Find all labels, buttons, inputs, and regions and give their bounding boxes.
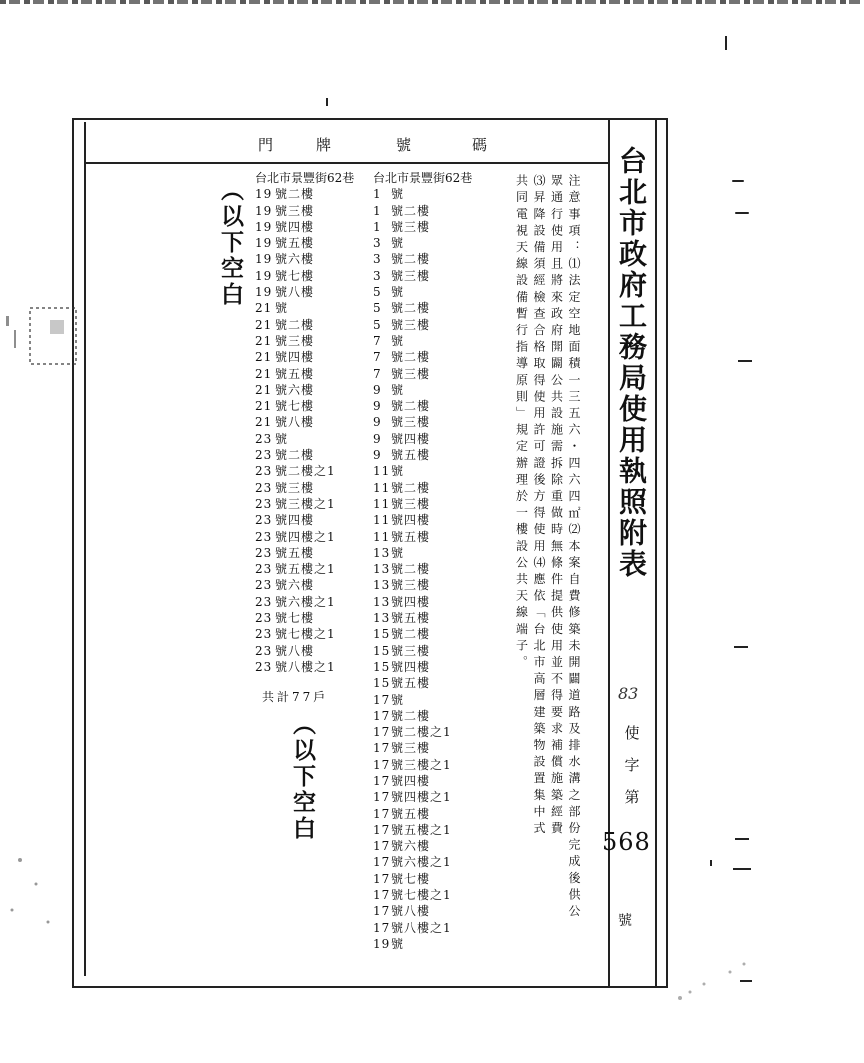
address-entry [255, 251, 354, 267]
address-entry [373, 414, 472, 430]
scan-mark [738, 360, 752, 362]
floor-label: 號三樓 [391, 496, 431, 511]
address-entry [255, 463, 354, 479]
house-number: 19 [373, 936, 391, 951]
address-entry [373, 366, 472, 382]
floor-label: 號五樓 [275, 545, 315, 560]
floor-label: 號三樓 [391, 741, 431, 756]
house-number: 11 [373, 496, 391, 511]
house-number: 13 [373, 594, 391, 609]
house-number: 19 [255, 236, 273, 251]
house-number: 17 [373, 741, 391, 756]
address-entry [373, 480, 472, 496]
floor-label: 號三樓之1 [275, 496, 336, 511]
address-entry [255, 268, 354, 284]
address-entry [373, 349, 472, 365]
header-col-3: 號 [396, 136, 414, 154]
floor-label: 號三樓 [391, 578, 431, 593]
floor-label: 號七樓 [391, 871, 431, 886]
address-entry [373, 838, 472, 854]
house-number: 19 [255, 203, 273, 218]
notes-block [512, 174, 582, 974]
address-entry [373, 333, 472, 349]
floor-label: 號五樓 [391, 806, 431, 821]
permit-year: 83 [618, 684, 639, 703]
house-number: 13 [373, 545, 391, 560]
house-number: 17 [373, 725, 391, 740]
address-entry [373, 903, 472, 919]
floor-label: 號 [275, 301, 289, 316]
floor-label: 號 [391, 936, 405, 951]
house-number: 13 [373, 578, 391, 593]
floor-label: 號五樓 [275, 366, 315, 381]
address-entry [255, 626, 354, 642]
floor-label: 號三樓之1 [391, 757, 452, 772]
address-entry [373, 577, 472, 593]
house-number: 11 [373, 529, 391, 544]
address-entry [373, 626, 472, 642]
house-number: 11 [373, 513, 391, 528]
house-number: 23 [255, 659, 273, 674]
house-number: 15 [373, 643, 391, 658]
floor-label: 號四樓 [391, 594, 431, 609]
house-number: 17 [373, 790, 391, 805]
floor-label: 號六樓 [391, 839, 431, 854]
house-number: 3 [373, 236, 382, 251]
floor-label: 號八樓 [275, 643, 315, 658]
floor-label: 號五樓 [391, 676, 431, 691]
floor-label: 號三樓 [391, 219, 431, 234]
floor-label: 號三樓 [275, 480, 315, 495]
house-number: 1 [373, 219, 382, 234]
address-entry [373, 920, 472, 936]
floor-label: 號八樓 [275, 415, 315, 430]
scan-mark [734, 646, 748, 648]
house-number: 15 [373, 676, 391, 691]
house-number: 17 [373, 904, 391, 919]
floor-label: 號 [391, 382, 405, 397]
house-number: 23 [255, 545, 273, 560]
address-entry [373, 740, 472, 756]
floor-label: 號四樓 [391, 431, 431, 446]
scan-mark [735, 838, 749, 840]
house-number: 21 [255, 382, 273, 397]
house-number: 17 [373, 773, 391, 788]
house-number: 17 [373, 871, 391, 886]
house-number: 17 [373, 806, 391, 821]
floor-label: 號二樓之1 [275, 464, 336, 479]
house-number: 13 [373, 611, 391, 626]
header-col-2: 牌 [316, 136, 334, 154]
house-number: 9 [373, 399, 382, 414]
blank-below-stamp-left: （以下空白 [217, 178, 243, 308]
house-number: 21 [255, 350, 273, 365]
house-number: 17 [373, 839, 391, 854]
address-entry [255, 512, 354, 528]
house-number: 21 [255, 415, 273, 430]
floor-label: 號四樓之1 [391, 790, 452, 805]
floor-label: 號五樓 [391, 529, 431, 544]
house-number: 17 [373, 888, 391, 903]
house-number: 23 [255, 431, 273, 446]
floor-label: 號五樓 [391, 611, 431, 626]
house-number: 13 [373, 562, 391, 577]
house-number: 17 [373, 822, 391, 837]
street-header: 台北市景豐街62巷 [373, 171, 473, 185]
address-entry [255, 561, 354, 577]
address-entry [255, 382, 354, 398]
address-entry [373, 757, 472, 773]
note-line: 注意事項：⑴法定空地面積一三五六・四六四㎡⑵本案自費修築未開闢道路及排水溝之部份完成後供公 [567, 174, 581, 921]
house-number: 17 [373, 757, 391, 772]
permit-char-zi: 字 [624, 756, 640, 774]
scan-mark [735, 212, 749, 214]
address-entry [373, 561, 472, 577]
address-entry [373, 806, 472, 822]
address-entry [373, 284, 472, 300]
address-entry [255, 300, 354, 316]
floor-label: 號七樓 [275, 268, 315, 283]
house-number: 21 [255, 366, 273, 381]
house-number: 17 [373, 708, 391, 723]
floor-label: 號八樓之1 [275, 659, 336, 674]
floor-label: 號二樓 [391, 627, 431, 642]
floor-label: 號二樓 [391, 350, 431, 365]
house-number: 7 [373, 350, 382, 365]
table-inner-border [84, 122, 86, 976]
address-entry [373, 447, 472, 463]
address-entry [255, 480, 354, 496]
permit-char-hao: 號 [618, 913, 632, 929]
floor-label: 號二樓 [275, 317, 315, 332]
floor-label: 號六樓 [275, 382, 315, 397]
address-entry [255, 577, 354, 593]
address-entry [373, 610, 472, 626]
house-number: 5 [373, 317, 382, 332]
floor-label: 號四樓 [391, 773, 431, 788]
floor-label: 號二樓 [391, 708, 431, 723]
house-number: 23 [255, 562, 273, 577]
house-number: 9 [373, 448, 382, 463]
address-entry [373, 936, 472, 952]
note-line: 共同電視天線設備暫行指導原則」規定辦理於一樓設公共天線端子。 [514, 174, 529, 672]
address-entry [255, 333, 354, 349]
house-number: 21 [255, 333, 273, 348]
house-number: 23 [255, 448, 273, 463]
address-entry [255, 447, 354, 463]
house-number: 23 [255, 627, 273, 642]
address-entry [373, 887, 472, 903]
address-entry [373, 854, 472, 870]
floor-label: 號四樓之1 [275, 529, 336, 544]
house-number: 23 [255, 594, 273, 609]
house-number: 1 [373, 203, 382, 218]
floor-label: 號八樓 [391, 904, 431, 919]
floor-label: 號三樓 [275, 333, 315, 348]
house-number: 15 [373, 627, 391, 642]
address-entry [373, 529, 472, 545]
floor-label: 號三樓 [275, 203, 315, 218]
floor-label: 號 [391, 692, 405, 707]
house-number: 21 [255, 399, 273, 414]
floor-label: 號四樓 [391, 659, 431, 674]
address-column-a [255, 170, 354, 675]
house-number: 3 [373, 268, 382, 283]
address-entry [373, 300, 472, 316]
floor-label: 號二樓 [275, 448, 315, 463]
header-col-1: 門 [258, 136, 276, 154]
address-entry [373, 431, 472, 447]
floor-label: 號五樓之1 [391, 822, 452, 837]
house-number: 7 [373, 366, 382, 381]
address-entry [373, 822, 472, 838]
address-entry [255, 398, 354, 414]
floor-label: 號七樓之1 [275, 627, 336, 642]
address-column-b [373, 170, 472, 952]
house-number: 19 [255, 268, 273, 283]
address-entry [255, 366, 354, 382]
floor-label: 號二樓 [391, 562, 431, 577]
street-header: 台北市景豐街62巷 [255, 171, 355, 185]
address-entry [373, 203, 472, 219]
floor-label: 號三樓 [391, 268, 431, 283]
house-number: 23 [255, 611, 273, 626]
floor-label: 號二樓 [275, 187, 315, 202]
address-entry [255, 219, 354, 235]
house-number: 15 [373, 659, 391, 674]
address-entry [255, 643, 354, 659]
address-entry [255, 203, 354, 219]
address-entry [255, 431, 354, 447]
house-number: 9 [373, 415, 382, 430]
address-entry [255, 414, 354, 430]
floor-label: 號四樓 [391, 513, 431, 528]
house-number: 17 [373, 920, 391, 935]
note-line: 眾通行使用且將來政府開闢公共設施需拆除重做時無條件提供使用並不得要求補償施築經費 [549, 174, 564, 838]
floor-label: 號 [391, 187, 405, 202]
address-entry [255, 284, 354, 300]
address-entry [373, 773, 472, 789]
address-entry [373, 643, 472, 659]
floor-label: 號三樓 [391, 317, 431, 332]
house-number: 11 [373, 464, 391, 479]
house-number: 17 [373, 692, 391, 707]
scan-mark [725, 36, 727, 50]
address-entry [255, 349, 354, 365]
floor-label: 號二樓 [391, 203, 431, 218]
floor-label: 號六樓 [275, 252, 315, 267]
address-entry [373, 317, 472, 333]
floor-label: 號四樓 [275, 350, 315, 365]
house-number: 3 [373, 252, 382, 267]
floor-label: 號 [391, 464, 405, 479]
floor-label: 號 [391, 285, 405, 300]
blank-below-stamp-middle: （以下空白 [289, 712, 315, 842]
house-number: 19 [255, 187, 273, 202]
floor-label: 號 [275, 431, 289, 446]
house-number: 23 [255, 513, 273, 528]
address-entry [373, 512, 472, 528]
floor-label: 號五樓 [275, 236, 315, 251]
address-entry [373, 235, 472, 251]
address-entry [373, 692, 472, 708]
title-right-border [655, 118, 657, 986]
house-number: 5 [373, 285, 382, 300]
header-col-4: 碼 [472, 136, 490, 154]
scan-mark [326, 98, 328, 106]
permit-char-di: 第 [624, 788, 640, 806]
address-entry [373, 871, 472, 887]
house-number: 19 [255, 252, 273, 267]
address-entry [373, 594, 472, 610]
address-entry [373, 496, 472, 512]
house-number: 7 [373, 333, 382, 348]
total-households: 共計77戶 [262, 690, 329, 704]
address-entry [255, 545, 354, 561]
house-number: 19 [255, 285, 273, 300]
floor-label: 號三樓 [391, 366, 431, 381]
floor-label: 號六樓之1 [275, 594, 336, 609]
address-entry [255, 186, 354, 202]
address-entry [373, 268, 472, 284]
floor-label: 號二樓之1 [391, 725, 452, 740]
scan-noise-left-lower [0, 840, 70, 930]
scan-mark [710, 860, 712, 866]
house-number: 21 [255, 301, 273, 316]
floor-label: 號七樓 [275, 611, 315, 626]
address-entry [255, 659, 354, 675]
floor-label: 號二樓 [391, 399, 431, 414]
document-title: 台北市政府工務局使用執照附表 [615, 146, 648, 580]
address-entry [255, 496, 354, 512]
scan-edge-artifact [0, 0, 864, 4]
address-entry [373, 398, 472, 414]
house-number: 9 [373, 431, 382, 446]
house-number: 23 [255, 496, 273, 511]
floor-label: 號六樓 [275, 578, 315, 593]
address-entry [373, 545, 472, 561]
floor-label: 號三樓 [391, 643, 431, 658]
address-entry [373, 708, 472, 724]
house-number: 17 [373, 855, 391, 870]
address-entry [373, 251, 472, 267]
house-number: 5 [373, 301, 382, 316]
address-entry [255, 610, 354, 626]
floor-label: 號七樓之1 [391, 888, 452, 903]
house-number: 21 [255, 317, 273, 332]
address-entry [373, 724, 472, 740]
address-entry [255, 529, 354, 545]
floor-label: 號 [391, 236, 405, 251]
floor-label: 號四樓 [275, 219, 315, 234]
floor-label: 號二樓 [391, 252, 431, 267]
address-entry [373, 219, 472, 235]
floor-label: 號二樓 [391, 301, 431, 316]
house-number: 1 [373, 187, 382, 202]
house-number: 23 [255, 578, 273, 593]
floor-label: 號 [391, 333, 405, 348]
floor-label: 號五樓之1 [275, 562, 336, 577]
address-entry [255, 594, 354, 610]
address-entry [373, 659, 472, 675]
house-number: 23 [255, 643, 273, 658]
floor-label: 號八樓之1 [391, 920, 452, 935]
house-number: 23 [255, 464, 273, 479]
floor-label: 號三樓 [391, 415, 431, 430]
scan-noise-bottom-right [660, 950, 760, 1010]
floor-label: 號八樓 [275, 285, 315, 300]
address-entry [373, 382, 472, 398]
address-entry [373, 675, 472, 691]
floor-label: 號 [391, 545, 405, 560]
house-number: 9 [373, 382, 382, 397]
floor-label: 號四樓 [275, 513, 315, 528]
floor-label: 號五樓 [391, 448, 431, 463]
address-entry [255, 235, 354, 251]
header-divider [84, 162, 610, 164]
house-number: 11 [373, 480, 391, 495]
scan-mark [733, 868, 751, 870]
house-number: 23 [255, 480, 273, 495]
address-entry [373, 463, 472, 479]
floor-label: 號六樓之1 [391, 855, 452, 870]
house-number: 19 [255, 219, 273, 234]
house-number: 23 [255, 529, 273, 544]
address-entry [255, 317, 354, 333]
note-line: ⑶昇降設備須經檢查合格取得使用許可證後方得使用⑷應依「台北市高層建築物設置集中式 [532, 174, 546, 838]
permit-number: 568 [602, 828, 651, 856]
permit-char-shi: 使 [624, 724, 640, 742]
address-entry [373, 186, 472, 202]
address-entry [373, 789, 472, 805]
floor-label: 號二樓 [391, 480, 431, 495]
scan-noise-left [0, 290, 80, 380]
scan-mark [732, 180, 744, 182]
floor-label: 號七樓 [275, 399, 315, 414]
